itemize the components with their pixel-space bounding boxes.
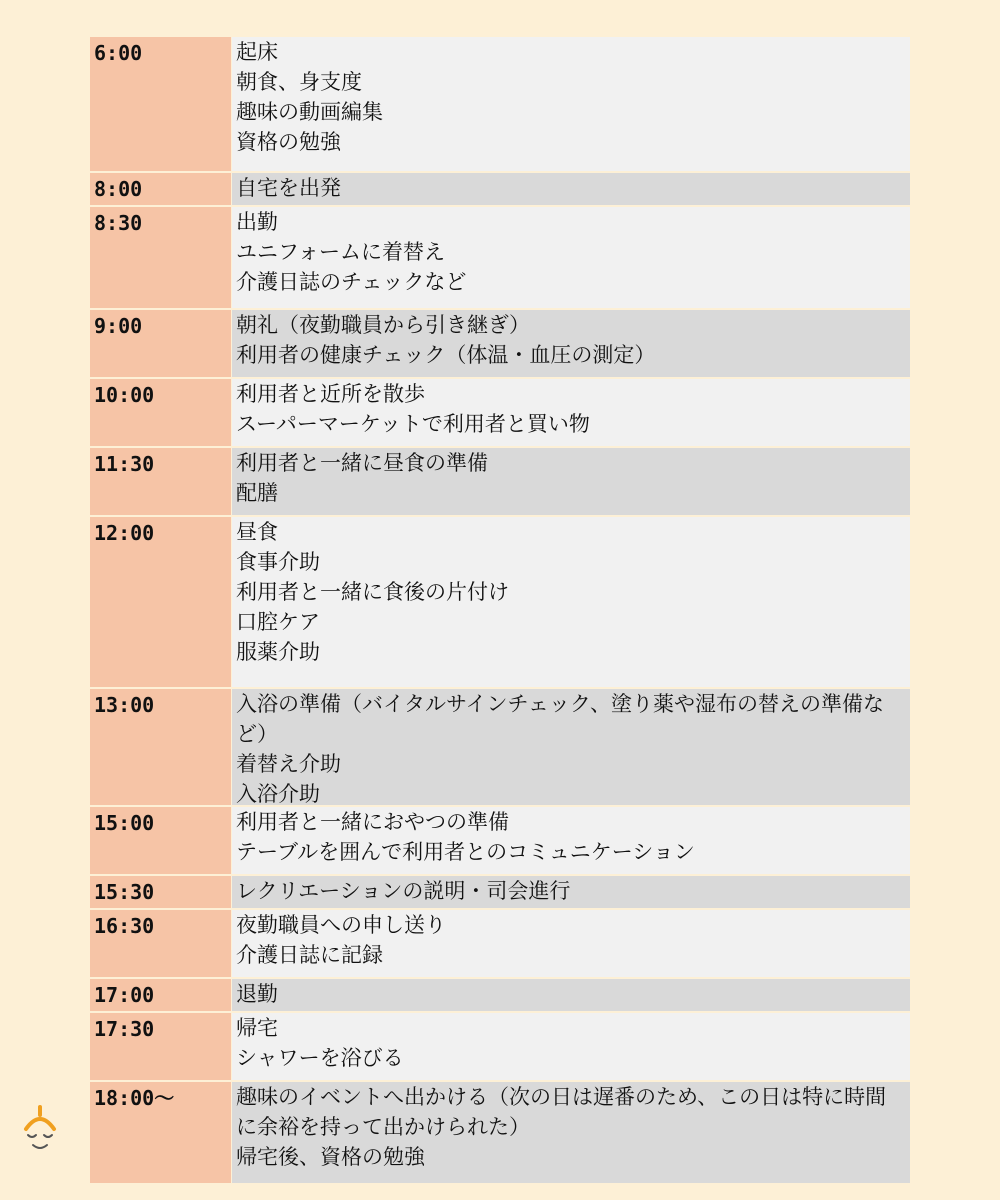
activity-item: 趣味の動画編集 bbox=[236, 100, 383, 124]
schedule-activities bbox=[232, 876, 910, 908]
schedule-row bbox=[90, 910, 910, 977]
schedule-activities bbox=[232, 310, 910, 377]
activity-item: 帰宅後、資格の勉強 bbox=[236, 1145, 425, 1169]
schedule-time: 16:30 bbox=[90, 910, 231, 977]
schedule-activities bbox=[232, 448, 910, 515]
activity-item: ユニフォームに着替え bbox=[236, 240, 445, 264]
schedule-time: 18:00～ bbox=[90, 1082, 231, 1183]
activity-item: 介護日誌のチェックなど bbox=[236, 270, 467, 294]
activity-item: スーパーマーケットで利用者と買い物 bbox=[236, 412, 590, 436]
schedule-row bbox=[90, 379, 910, 446]
schedule-time: 13:00 bbox=[90, 689, 231, 805]
activity-item: 介護日誌に記録 bbox=[236, 943, 383, 967]
schedule-activities bbox=[232, 1082, 910, 1183]
schedule-activities bbox=[232, 207, 910, 308]
activity-item: 夜勤職員への申し送り bbox=[236, 913, 446, 937]
activity-item: 入浴介助 bbox=[236, 782, 320, 806]
schedule-activities bbox=[232, 979, 910, 1011]
activity-item: 利用者と近所を散歩 bbox=[236, 382, 425, 406]
activity-item: 服薬介助 bbox=[236, 640, 320, 664]
schedule-activities bbox=[232, 1013, 910, 1080]
activity-item: 入浴の準備（バイタルサインチェック、塗り薬や湿布の替えの準備など） bbox=[236, 692, 885, 746]
schedule-time: 8:30 bbox=[90, 207, 231, 308]
activity-item: 着替え介助 bbox=[236, 752, 341, 776]
activity-item: 利用者と一緒におやつの準備 bbox=[236, 810, 509, 834]
schedule-time: 15:30 bbox=[90, 876, 231, 908]
activity-item: 趣味のイベントへ出かける（次の日は遅番のため、この日は特に時間に余裕を持って出かけられた） bbox=[236, 1085, 887, 1139]
activity-item: 配膳 bbox=[236, 481, 278, 505]
schedule-row bbox=[90, 979, 910, 1011]
schedule-time: 17:00 bbox=[90, 979, 231, 1011]
activity-item: 利用者と一緒に昼食の準備 bbox=[236, 451, 488, 475]
schedule-time: 11:30 bbox=[90, 448, 231, 515]
activity-item: 朝食、身支度 bbox=[236, 70, 362, 94]
schedule-time: 12:00 bbox=[90, 517, 231, 687]
schedule-activities bbox=[232, 37, 910, 171]
schedule-row bbox=[90, 689, 910, 805]
schedule-row bbox=[90, 37, 910, 171]
schedule-row bbox=[90, 876, 910, 908]
activity-item: 資格の勉強 bbox=[236, 130, 341, 154]
schedule-time: 6:00 bbox=[90, 37, 231, 171]
schedule-time: 10:00 bbox=[90, 379, 231, 446]
activity-item: 退勤 bbox=[236, 982, 278, 1006]
schedule-activities bbox=[232, 517, 910, 687]
activity-item: 利用者と一緒に食後の片付け bbox=[236, 580, 509, 604]
smiling-face-logo-icon bbox=[18, 1105, 62, 1155]
schedule-activities bbox=[232, 807, 910, 874]
schedule-row bbox=[90, 517, 910, 687]
activity-item: シャワーを浴びる bbox=[236, 1046, 404, 1070]
schedule-activities bbox=[232, 379, 910, 446]
activity-item: 昼食 bbox=[236, 520, 278, 544]
schedule-row bbox=[90, 310, 910, 377]
schedule-time: 15:00 bbox=[90, 807, 231, 874]
schedule-activities bbox=[232, 910, 910, 977]
activity-item: テーブルを囲んで利用者とのコミュニケーション bbox=[236, 840, 695, 864]
activity-item: 出勤 bbox=[236, 210, 278, 234]
activity-item: 利用者の健康チェック（体温・血圧の測定） bbox=[236, 343, 656, 367]
activity-item: 食事介助 bbox=[236, 550, 320, 574]
schedule-time: 17:30 bbox=[90, 1013, 231, 1080]
activity-item: 口腔ケア bbox=[236, 610, 320, 634]
schedule-table bbox=[90, 37, 910, 1185]
activity-item: レクリエーションの説明・司会進行 bbox=[236, 879, 571, 903]
schedule-time: 8:00 bbox=[90, 173, 231, 205]
schedule-row bbox=[90, 1013, 910, 1080]
schedule-row bbox=[90, 1082, 910, 1183]
activity-item: 自宅を出発 bbox=[236, 176, 341, 200]
schedule-row bbox=[90, 207, 910, 308]
schedule-row bbox=[90, 173, 910, 205]
schedule-time: 9:00 bbox=[90, 310, 231, 377]
schedule-row bbox=[90, 448, 910, 515]
schedule-activities bbox=[232, 173, 910, 205]
activity-item: 帰宅 bbox=[236, 1016, 278, 1040]
schedule-activities bbox=[232, 689, 910, 805]
schedule-row bbox=[90, 807, 910, 874]
activity-item: 起床 bbox=[236, 40, 278, 64]
activity-item: 朝礼（夜勤職員から引き継ぎ） bbox=[236, 313, 530, 337]
